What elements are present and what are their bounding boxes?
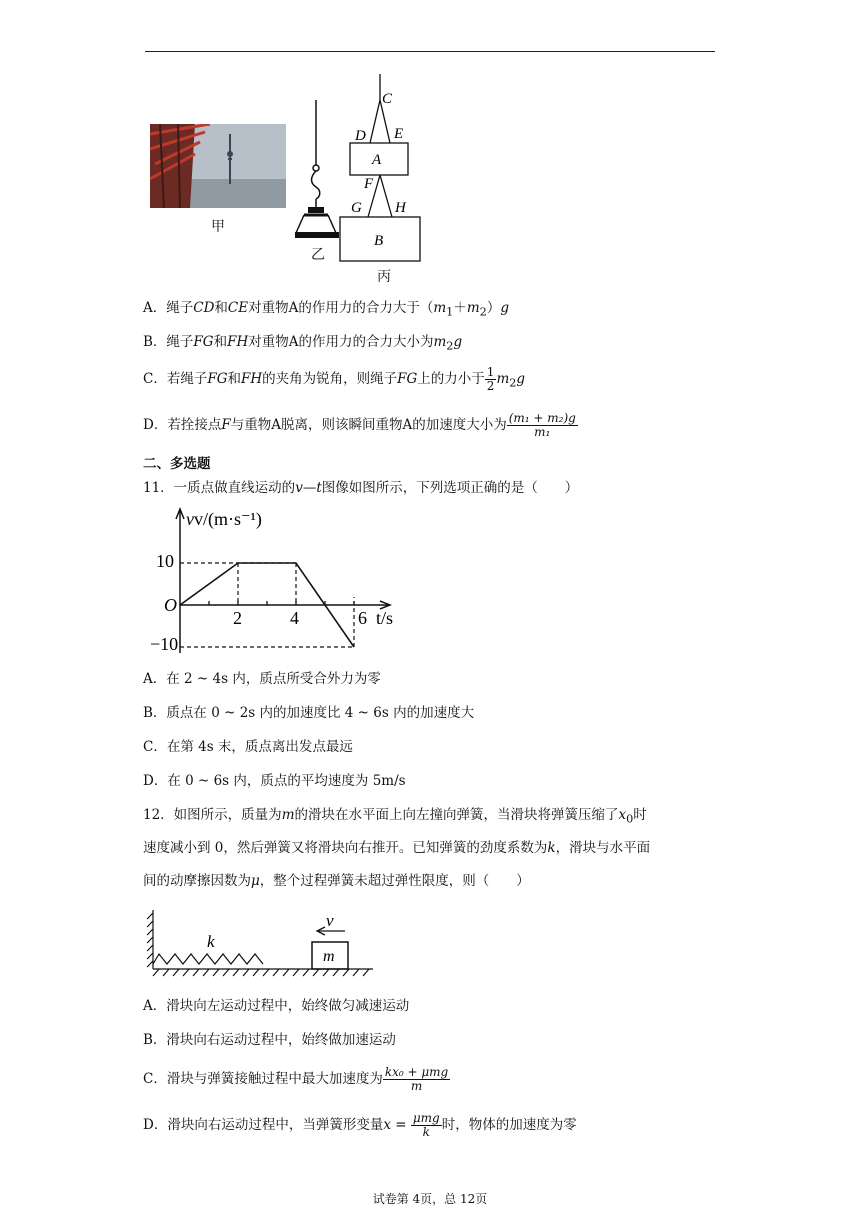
x-axis-label: t/s	[376, 608, 394, 628]
y-axis-unit: v/(m·s⁻¹)	[194, 509, 262, 529]
origin-label: O	[164, 595, 177, 615]
weights-figure	[335, 70, 435, 266]
q12-stem-line2: 速度减小到 0，然后弹簧又将滑块向右推开。已知弹簧的劲度系数为k，滑块与水平面	[143, 840, 651, 856]
q10-option-a: A．绳子CD和CE对重物A的作用力的合力大于$(m_1+m_2)g$	[143, 300, 509, 319]
q10-option-b: B．绳子FG和FH对重物A的作用力的合力大小为$m_2g$	[143, 334, 463, 353]
q11-stem: 11．一质点做直线运动的v—t图像如图所示，下列选项正确的是（ ）	[143, 480, 579, 496]
q12-option-b: B．滑块向右运动过程中，始终做加速运动	[143, 1032, 396, 1048]
q11-option-d: D．在 0 ~ 6s 内，质点的平均速度为 5m/s	[143, 773, 406, 789]
spring-block-figure	[145, 905, 380, 980]
x-tick-4: 4	[290, 608, 299, 628]
q11-option-a: A．在 2 ~ 4s 内，质点所受合外力为零	[143, 671, 381, 687]
fig-yi-caption: 乙	[311, 247, 325, 263]
page-footer: 试卷第 4页，总 12页	[372, 1192, 488, 1206]
fraction-max-acceleration: $\frac{\text{kx₀ + μmg}}{m}$	[384, 1065, 449, 1093]
label-F: F	[364, 176, 374, 192]
label-B: B	[374, 233, 384, 249]
x-tick-2: 2	[233, 608, 242, 628]
label-D: D	[355, 128, 366, 144]
q11-option-c: C．在第 4s 末，质点离出发点最远	[143, 739, 353, 755]
fraction-deformation: $\frac{\text{μmg}}{k}$	[412, 1111, 440, 1139]
fraction-acceleration: $\frac{\text{(m₁ + m₂)g}}{\text{m₁}}$	[508, 411, 576, 439]
q10-option-d: D．若拴接点F与重物A脱离，则该瞬间重物A的加速度大小为 $\frac{\text{(m₁ + m₂)g}}{\text{m₁}}$	[143, 411, 576, 439]
x-tick-6: 6	[358, 608, 367, 628]
q12-option-a: A．滑块向左运动过程中，始终做匀减速运动	[143, 998, 410, 1014]
label-H: H	[395, 200, 406, 216]
crane-photo	[150, 124, 286, 208]
label-E: E	[394, 126, 404, 142]
velocity-label: v	[326, 911, 334, 930]
header-rule	[145, 51, 715, 52]
q11-option-b: B．质点在 0 ~ 2s 内的加速度比 4 ~ 6s 内的加速度大	[143, 705, 475, 721]
section-title: 二、多选题	[143, 456, 211, 472]
y-tick-10: 10	[156, 551, 174, 571]
y-tick-neg10: −10	[150, 634, 179, 654]
fig-bing-caption: 丙	[377, 269, 391, 285]
spring-k-label: k	[207, 932, 215, 951]
label-C: C	[382, 91, 393, 107]
q12-option-c: C．滑块与弹簧接触过程中最大加速度为 $\frac{\text{kx₀ + μmg}}{m}$	[143, 1065, 449, 1093]
y-axis-label: vv/(m·s⁻¹)	[186, 509, 262, 529]
label-A: A	[372, 152, 382, 168]
label-G: G	[351, 200, 362, 216]
block-mass-label: m	[323, 948, 335, 965]
fraction-half: $\frac{1}{2}$	[486, 365, 495, 393]
vt-graph	[150, 505, 420, 660]
q10-option-c: C．若绳子FG和FH的夹角为锐角，则绳子FG上的力小于 $\frac{1}{2}$ $m_2g$	[143, 365, 526, 393]
fig-jia-caption: 甲	[211, 219, 225, 235]
q12-stem-line3: 间的动摩擦因数为μ，整个过程弹簧未超过弹性限度，则（ ）	[143, 873, 530, 889]
q12-stem-line1: 12．如图所示，质量为m的滑块在水平面上向左撞向弹簧，当滑块将弹簧压缩了$x_0$时	[143, 807, 647, 826]
q12-option-d: D．滑块向右运动过程中，当弹簧形变量x = $\frac{\text{μmg}}{k}$ 时，物体的加速度为零	[143, 1111, 577, 1139]
